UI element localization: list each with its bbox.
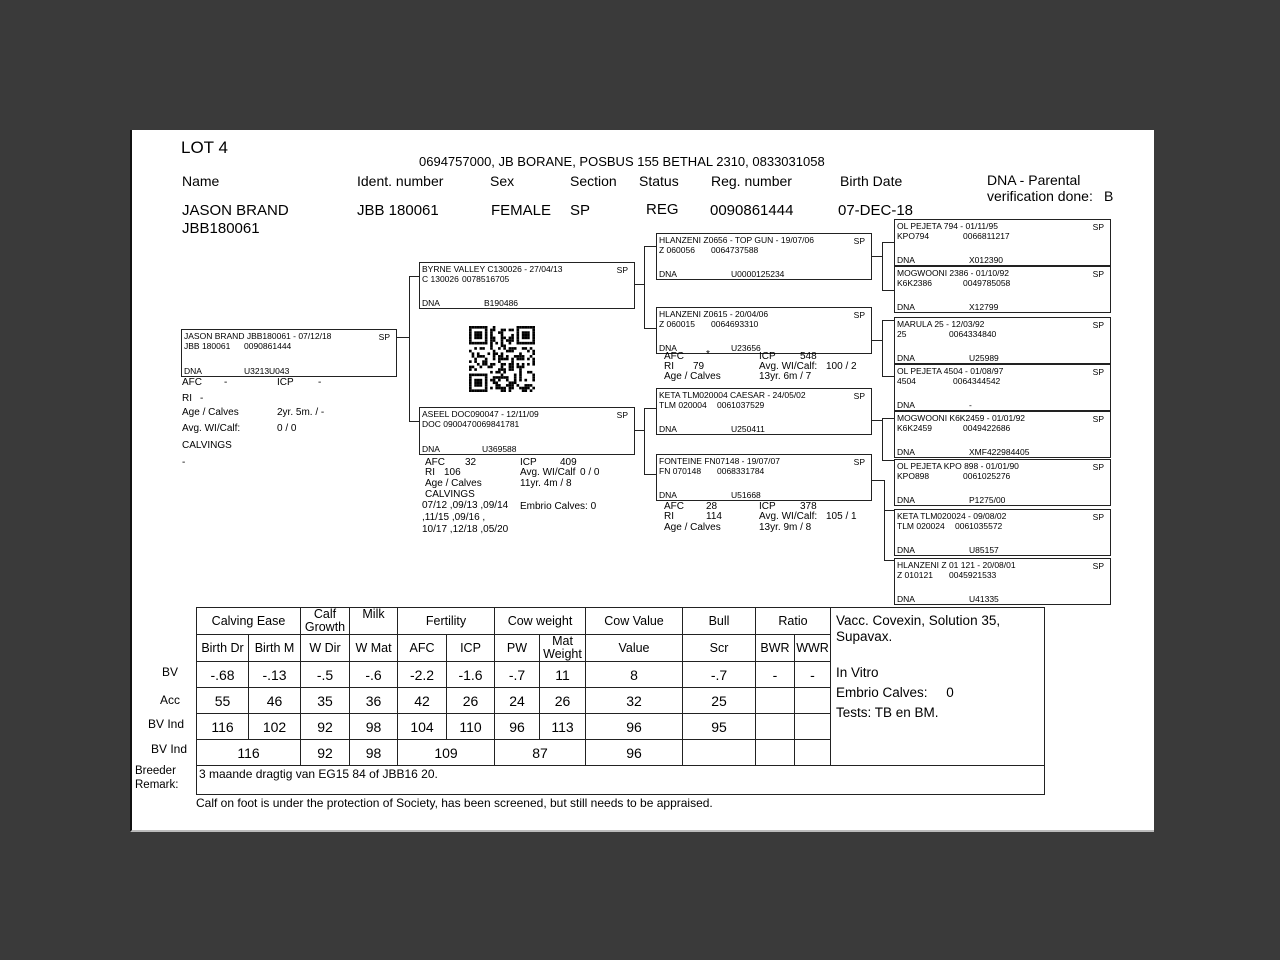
header-ident: Ident. number (357, 173, 444, 189)
row-label-bv: BV (162, 665, 179, 679)
breeder-remark: 3 maande dragtig van EG15 84 of JBB16 20. (197, 766, 1045, 795)
granddam-maternal-box: FONTEINE FN07148 - 19/07/07 SP FN 070148 0068331784 DNA U51668 (656, 454, 872, 501)
header-sex: Sex (490, 173, 515, 189)
ggp-box-1: OL PEJETA 794 - 01/11/95 SP KPO794 0066811217 DNA X012390 (894, 219, 1111, 266)
header-dna-2: verification done: (987, 188, 1093, 204)
row-label-bv-ind: BV Ind (148, 717, 185, 731)
header-dna-1: DNA - Parental (987, 172, 1081, 188)
animal-status: REG (646, 201, 679, 218)
header-section: Section (570, 173, 617, 189)
breeding-values-table: Calving Ease Calf Growth Milk Fertility Cow weight Cow Value Bull Ratio Vacc. Covexin, Solution 35, Supavax. In Vitro Embrio Calves: 0 Tests: TB en BM. Birth Dr Birth M W Dir W Mat AFC ICP PW Mat Weight Value Scr BWR WWR -.68 -.13 -.5 -.6 -2.2 -1.6 -.7 11 8 -.7 - - 55 46 35 36 42 26 24 26 32 25 116 102 92 98 104 110 96 113 96 95 116 92 98 109 87 96 3 maande dragtig van EG15 84 of JBB16 20. (196, 607, 1045, 795)
certificate-sheet: LOT 4 0694757000, JB BORANE, POSBUS 155 BETHAL 2310, 0833031058 Name Ident. number Sex Section Status Reg. number Birth Date DNA - Parental verification done: B JASON BRAND JBB180061 JBB 180061 FEMALE SP REG 0090861444 07-DEC-18 JASON BRAND JBB180061 - 07/12/18 SP JBB 180061 0090861444 DNA U3213U043 AFC - ICP - RI - Age / Calves 2yr. 5m. / - Avg. WI/Calf: 0 / 0 CALVINGS - BYRNE VALLEY C130026 - 27/04/13 SP C 130026 0078516705 DNA B190486 ASEEL DOC090047 - 12/11/09 SP DOC 090047 0069841781 DNA U369588 AFC 32 ICP 409 RI 106 Avg. WI/Calf 0 / 0 Age / Calves 11yr. 4m / 8 CALVINGS 07/12 ,09/13 ,09/14 ,11/15 ,09/16 , 10/17 ,12/18 ,05/20 Embrio Calves: 0 HLANZENI Z0656 - TOP GUN - 19/07/06 SP Z 060056 0064737588 DNA U0000125234 HLANZENI Z0615 - 20/04/06 SP Z 060015 0064693310 DNA U23656 AFC * ICP 548 RI 79 Avg. WI/Calf: 100 / 2 Age / Calves 13yr. 6m / 7 KETA TLM020004 CAESAR - 24/05/02 SP TLM 020004 0061037529 DNA U250411 FONTEINE FN07148 - 19/07/07 SP FN 070148 0068331784 DNA U51668 AFC 28 ICP 378 RI 114 Avg. WI/Calf: 105 / 1 Age / Calves 13yr. 9m / 8 OL PEJETA 794 - 01/11/95 SP KPO794 0066811217 DNA X012390 MOGWOONI 2386 - 01/10/92 SP K6K2386 0049785058 DNA X12799 MARULA 25 - 12/03/92 SP 25 0064334840 DNA U25989 OL PEJETA 4504 - 01/08/97 SP 4504 0064344542 DNA - MOGWOONI K6K2459 - 01/01/92 SP K6K2459 0049422686 DNA XMF422984405 OL PEJETA KPO 898 - 01/01/90 SP KPO898 0061025276 DNA P1275/00 KETA TLM020024 - 09/08/02 SP TLM 020024 0061035572 DNA U85157 HLANZENI Z 01 121 - 20/08/01 SP Z 010121 0045921533 DNA U41335 BV Acc BV Ind BV Ind Breeder Remark: Calving Ease Calf Growth Milk Fertility Cow weight Cow Value Bull Ratio Vacc. Covexin, Solution 35, Supavax. In Vitro Embrio Calves: 0 Tests: TB en BM. Birth Dr Birth M W Dir W Mat AFC ICP PW Mat Weight Value Scr BWR WWR -.68 -.13 -.5 -.6 -2.2 -1.6 -.7 11 8 -.7 - - 55 46 35 36 42 26 24 26 32 25 116 102 92 98 104 110 96 113 96 95 116 92 98 109 87 96 3 maande dragtig van EG15 84 of JBB16 20. Calf on foot is under the protection of Society, has been screened, but still needs to be appraised. (130, 130, 1154, 832)
lot-number: LOT 4 (181, 138, 228, 157)
header-name: Name (182, 173, 220, 189)
notes-cell: Vacc. Covexin, Solution 35, Supavax. In Vitro Embrio Calves: 0 Tests: TB en BM. (831, 608, 1045, 766)
header-reg: Reg. number (711, 173, 792, 189)
ggp-box-8: HLANZENI Z 01 121 - 20/08/01 SP Z 010121 0045921533 DNA U41335 (894, 558, 1111, 605)
animal-ident: JBB 180061 (357, 202, 439, 219)
grandsire-paternal-box: HLANZENI Z0656 - TOP GUN - 19/07/06 SP Z 060056 0064737588 DNA U0000125234 (656, 233, 872, 280)
ggp-box-7: KETA TLM020024 - 09/08/02 SP TLM 020024 0061035572 DNA U85157 (894, 509, 1111, 556)
owner-line: 0694757000, JB BORANE, POSBUS 155 BETHAL 2310, 0833031058 (419, 154, 825, 169)
animal-birth-date: 07-DEC-18 (838, 202, 914, 219)
subject-pedigree-box: JASON BRAND JBB180061 - 07/12/18 SP JBB 180061 0090861444 DNA U3213U043 (181, 329, 397, 377)
granddam-paternal-box: HLANZENI Z0615 - 20/04/06 SP Z 060015 0064693310 DNA U23656 (656, 307, 872, 354)
row-label-bv-ind-2: BV Ind (151, 742, 188, 756)
ggp-box-3: MARULA 25 - 12/03/92 SP 25 0064334840 DNA U25989 (894, 317, 1111, 364)
ggp-box-2: MOGWOONI 2386 - 01/10/92 SP K6K2386 0049785058 DNA X12799 (894, 266, 1111, 313)
animal-sex: FEMALE (491, 202, 552, 219)
header-birth: Birth Date (840, 173, 903, 189)
grandsire-maternal-box: KETA TLM020004 CAESAR - 24/05/02 SP TLM 020004 0061037529 DNA U250411 (656, 388, 872, 435)
animal-section: SP (570, 202, 591, 219)
qr-code-image (467, 326, 537, 392)
sire-pedigree-box: BYRNE VALLEY C130026 - 27/04/13 SP C 130026 0078516705 DNA B190486 (419, 262, 635, 309)
dam-pedigree-box: ASEEL DOC090047 - 12/11/09 SP DOC 090047 0069841781 DNA U369588 (419, 407, 635, 455)
breeder-label-1: Breeder (135, 765, 176, 777)
ggp-box-4: OL PEJETA 4504 - 01/08/97 SP 4504 0064344542 DNA - (894, 364, 1111, 411)
dna-verification-value: B (1104, 188, 1114, 204)
animal-name-code: JBB180061 (182, 220, 260, 237)
ggp-box-5: MOGWOONI K6K2459 - 01/01/92 SP K6K2459 0049422686 DNA XMF422984405 (894, 411, 1111, 458)
row-label-acc: Acc (160, 693, 181, 707)
breeder-label-2: Remark: (135, 779, 179, 791)
header-status: Status (639, 173, 679, 189)
ggp-box-6: OL PEJETA KPO 898 - 01/01/90 SP KPO898 0061025276 DNA P1275/00 (894, 459, 1111, 506)
animal-reg: 0090861444 (710, 202, 794, 219)
footer-note: Calf on foot is under the protection of Society, has been screened, but still needs to be appraised. (196, 796, 713, 810)
animal-name: JASON BRAND (182, 202, 289, 219)
